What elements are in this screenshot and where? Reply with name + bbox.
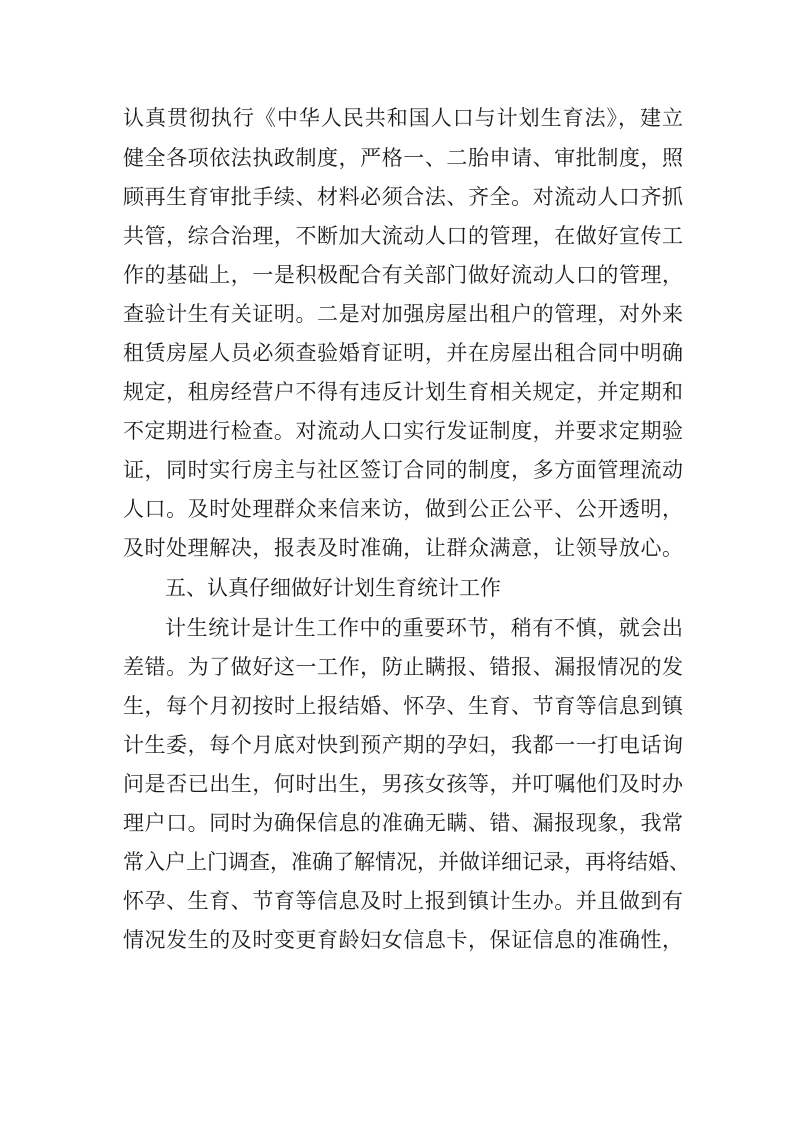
- text-line: 不定期进行检查。对流动人口实行发证制度，并要求定期验: [123, 419, 683, 443]
- text-line: 情况发生的及时变更育龄妇女信息卡，保证信息的准确性，: [123, 928, 683, 952]
- text-line: 怀孕、生育、节育等信息及时上报到镇计生办。并且做到有: [123, 889, 683, 913]
- text-line: 及时处理解决，报表及时准确，让群众满意，让领导放心。: [123, 536, 683, 560]
- section-heading: 五、认真仔细做好计划生育统计工作: [165, 576, 501, 600]
- text-line: 理户口。同时为确保信息的准确无瞒、错、漏报现象，我常: [123, 811, 683, 835]
- text-line: 认真贯彻执行《中华人民共和国人口与计划生育法》，建立: [123, 106, 683, 130]
- text-line: 健全各项依法执政制度，严格一、二胎申请、审批制度，照: [123, 146, 683, 170]
- text-line: 问是否已出生，何时出生，男孩女孩等，并叮嘱他们及时办: [123, 772, 683, 796]
- text-line: 规定，租房经营户不得有违反计划生育相关规定，并定期和: [123, 380, 683, 404]
- text-line: 租赁房屋人员必须查验婚育证明，并在房屋出租合同中明确: [123, 341, 683, 365]
- text-line: 顾再生育审批手续、材料必须合法、齐全。对流动人口齐抓: [123, 185, 683, 209]
- text-line: 人口。及时处理群众来信来访，做到公正公平、公开透明，: [123, 497, 683, 521]
- text-line: 查验计生有关证明。二是对加强房屋出租户的管理，对外来: [123, 302, 683, 326]
- text-line: 计生委，每个月底对快到预产期的孕妇，我都一一打电话询: [123, 733, 683, 757]
- text-line: 生，每个月初按时上报结婚、怀孕、生育、节育等信息到镇: [123, 694, 683, 718]
- text-line: 差错。为了做好这一工作，防止瞒报、错报、漏报情况的发: [123, 655, 683, 679]
- text-line: 共管，综合治理，不断加大流动人口的管理，在做好宣传工: [123, 224, 683, 248]
- text-line: 常入户上门调查，准确了解情况，并做详细记录，再将结婚、: [123, 850, 690, 874]
- text-line: 计生统计是计生工作中的重要环节，稍有不慎，就会出: [165, 616, 683, 640]
- text-line: 作的基础上，一是积极配合有关部门做好流动人口的管理，: [123, 263, 683, 287]
- text-line: 证，同时实行房主与社区签订合同的制度，多方面管理流动: [123, 458, 683, 482]
